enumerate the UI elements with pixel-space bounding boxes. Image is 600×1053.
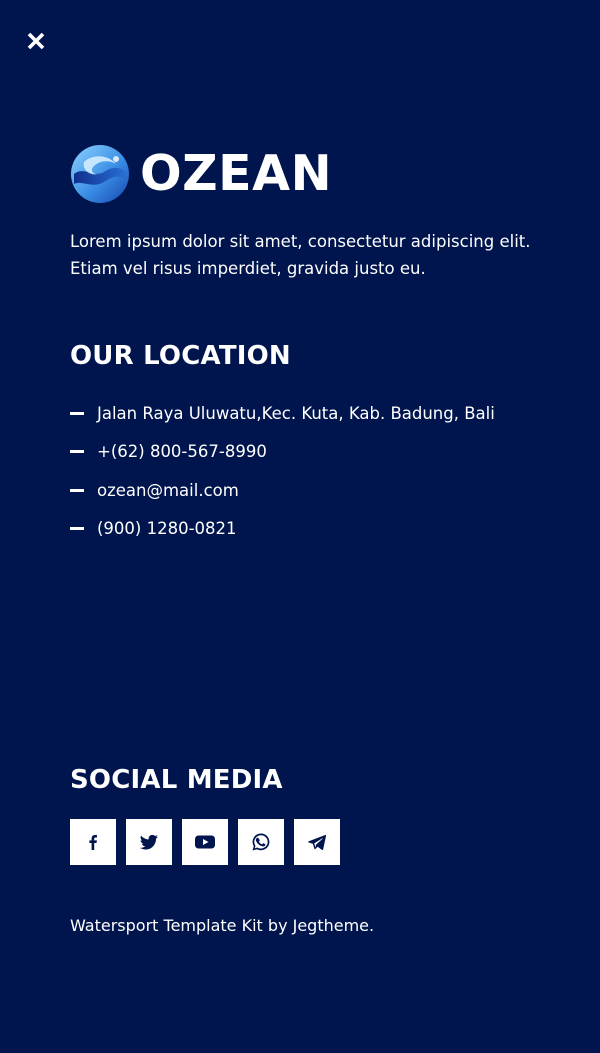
phone-item[interactable] — [70, 433, 550, 472]
telegram-icon — [308, 834, 326, 850]
address-text: Jalan Raya Uluwatu,Kec. Kuta, Kab. Badung, Bali — [97, 403, 495, 423]
telegram-button[interactable] — [294, 819, 340, 865]
dash-icon — [70, 412, 84, 415]
youtube-button[interactable] — [182, 819, 228, 865]
close-icon — [26, 31, 46, 51]
whatsapp-button[interactable] — [238, 819, 284, 865]
brand-name: OZEAN — [140, 145, 333, 202]
brand-logo[interactable] — [70, 144, 550, 204]
wave-logo-icon — [70, 144, 130, 204]
footer-credit: Watersport Template Kit by Jegtheme. — [70, 916, 375, 935]
close-button[interactable] — [26, 31, 46, 51]
alt-phone-text[interactable]: (900) 1280-0821 — [97, 519, 237, 539]
phone-text[interactable]: +(62) 800-567-8990 — [97, 442, 267, 462]
intro-text: Lorem ipsum dolor sit amet, consectetur adipiscing elit. Etiam vel risus imperdiet, gravida justo eu. — [70, 232, 531, 278]
email-item[interactable] — [70, 471, 550, 510]
twitter-button[interactable] — [126, 819, 172, 865]
youtube-icon — [194, 834, 216, 850]
facebook-button[interactable] — [70, 819, 116, 865]
twitter-icon — [139, 833, 159, 851]
social-heading: SOCIAL MEDIA — [70, 765, 283, 795]
email-text[interactable]: ozean@mail.com — [97, 480, 239, 500]
facebook-icon — [84, 833, 102, 851]
location-heading: OUR LOCATION — [70, 341, 291, 371]
address-item — [70, 394, 550, 433]
social-links — [70, 819, 350, 865]
dash-icon — [70, 489, 84, 492]
menu-panel — [70, 144, 550, 548]
dash-icon — [70, 527, 84, 530]
whatsapp-icon — [251, 832, 271, 852]
alt-phone-item[interactable] — [70, 510, 550, 549]
dash-icon — [70, 450, 84, 453]
contact-list — [70, 394, 550, 548]
